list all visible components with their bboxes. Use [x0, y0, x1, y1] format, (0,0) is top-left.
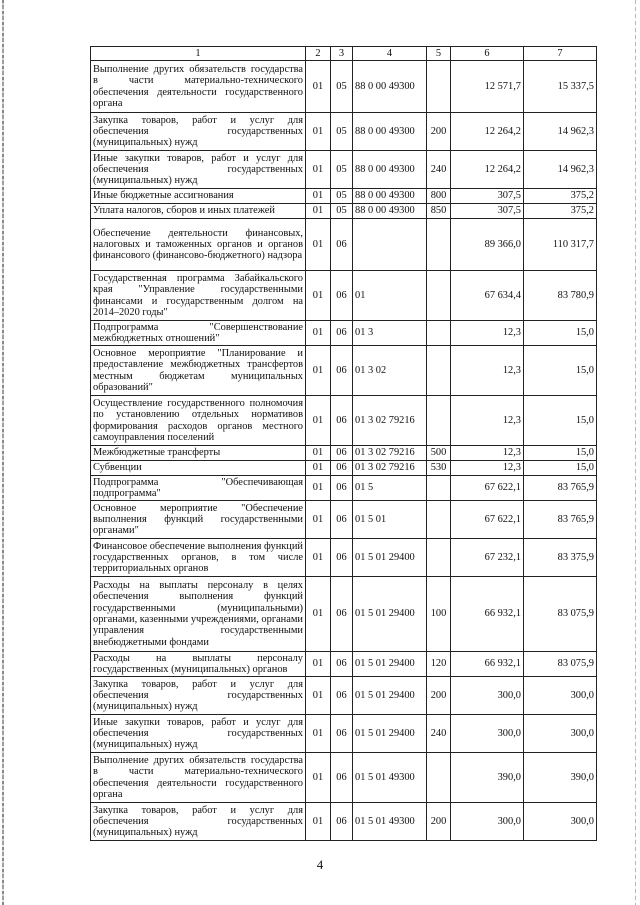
- row-name: Иные закупки товаров, работ и услуг для обеспечения государственных (муниципальных) нужд: [91, 151, 306, 189]
- row-amount-year-1: 12 571,7: [451, 61, 524, 113]
- row-name: Закупка товаров, работ и услуг для обеспечения государственных (муниципальных) нужд: [91, 113, 306, 151]
- table-row: [91, 539, 597, 577]
- row-expense-type: 100: [427, 577, 451, 652]
- header-col-4: 4: [353, 47, 427, 61]
- row-amount-year-2: 390,0: [524, 753, 597, 803]
- header-col-2: 2: [306, 47, 331, 61]
- row-target-article: 01 5 01 29400: [353, 539, 427, 577]
- row-expense-type: 240: [427, 151, 451, 189]
- row-section-code: 01: [306, 61, 331, 113]
- row-subsection-code: 06: [331, 321, 353, 346]
- row-subsection-code: 05: [331, 113, 353, 151]
- row-section-code: 01: [306, 321, 331, 346]
- row-expense-type: 240: [427, 715, 451, 753]
- row-amount-year-1: 390,0: [451, 753, 524, 803]
- row-amount-year-1: 307,5: [451, 189, 524, 204]
- table-row: [91, 321, 597, 346]
- row-target-article: 01 3 02: [353, 346, 427, 396]
- row-target-article: 88 0 00 49300: [353, 204, 427, 219]
- row-name: Обеспечение деятельности финансовых, налоговых и таможенных органов и органов финансового (финансово-бюджетного) надзора: [91, 219, 306, 271]
- row-amount-year-2: 15,0: [524, 396, 597, 446]
- row-section-code: 01: [306, 446, 331, 461]
- row-section-code: 01: [306, 501, 331, 539]
- row-amount-year-2: 375,2: [524, 189, 597, 204]
- row-name: Иные закупки товаров, работ и услуг для обеспечения государственных (муниципальных) нужд: [91, 715, 306, 753]
- row-subsection-code: 06: [331, 396, 353, 446]
- header-row: [91, 47, 597, 61]
- row-target-article: 01 5 01 29400: [353, 577, 427, 652]
- table-row: [91, 446, 597, 461]
- row-amount-year-2: 83 780,9: [524, 271, 597, 321]
- row-expense-type: 500: [427, 446, 451, 461]
- row-subsection-code: 06: [331, 446, 353, 461]
- row-amount-year-2: 375,2: [524, 204, 597, 219]
- row-name: Финансовое обеспечение выполнения функций государственных органов, в том числе территориальных органов: [91, 539, 306, 577]
- row-section-code: 01: [306, 539, 331, 577]
- row-subsection-code: 06: [331, 677, 353, 715]
- row-expense-type: [427, 753, 451, 803]
- table-body: [91, 61, 597, 841]
- row-amount-year-2: 83 765,9: [524, 501, 597, 539]
- row-amount-year-2: 15,0: [524, 346, 597, 396]
- row-expense-type: [427, 396, 451, 446]
- row-section-code: 01: [306, 204, 331, 219]
- scan-edge-right: [635, 0, 636, 905]
- row-subsection-code: 06: [331, 715, 353, 753]
- table-row: [91, 219, 597, 271]
- row-amount-year-2: 83 075,9: [524, 652, 597, 677]
- row-target-article: 88 0 00 49300: [353, 151, 427, 189]
- table-row: [91, 189, 597, 204]
- table-row: [91, 396, 597, 446]
- row-subsection-code: 06: [331, 803, 353, 841]
- row-target-article: 01 5 01 29400: [353, 715, 427, 753]
- row-amount-year-1: 300,0: [451, 677, 524, 715]
- row-section-code: 01: [306, 715, 331, 753]
- row-amount-year-2: 15,0: [524, 446, 597, 461]
- table-row: [91, 577, 597, 652]
- row-name: Субвенции: [91, 461, 306, 476]
- row-amount-year-1: 12,3: [451, 461, 524, 476]
- row-subsection-code: 05: [331, 189, 353, 204]
- row-section-code: 01: [306, 577, 331, 652]
- table-row: [91, 151, 597, 189]
- table-row: [91, 753, 597, 803]
- row-name: Осуществление государственного полномочия по установлению отдельных нормативов формирования расходов органов местного самоуправления поселений: [91, 396, 306, 446]
- row-amount-year-2: 300,0: [524, 677, 597, 715]
- row-subsection-code: 06: [331, 501, 353, 539]
- row-amount-year-1: 12,3: [451, 446, 524, 461]
- table-row: [91, 271, 597, 321]
- row-section-code: 01: [306, 476, 331, 501]
- scan-edge-left: [2, 0, 4, 905]
- row-expense-type: [427, 271, 451, 321]
- row-expense-type: [427, 61, 451, 113]
- row-expense-type: 800: [427, 189, 451, 204]
- row-target-article: 01 5 01 49300: [353, 753, 427, 803]
- table-row: [91, 677, 597, 715]
- row-subsection-code: 06: [331, 476, 353, 501]
- row-section-code: 01: [306, 677, 331, 715]
- row-amount-year-1: 12,3: [451, 396, 524, 446]
- header-col-6: 6: [451, 47, 524, 61]
- row-amount-year-1: 12,3: [451, 346, 524, 396]
- row-section-code: 01: [306, 461, 331, 476]
- row-name: Закупка товаров, работ и услуг для обеспечения государственных (муниципальных) нужд: [91, 803, 306, 841]
- row-target-article: 01 3: [353, 321, 427, 346]
- row-target-article: 01 3 02 79216: [353, 446, 427, 461]
- table-header: [91, 47, 597, 61]
- row-amount-year-2: 83 765,9: [524, 476, 597, 501]
- row-subsection-code: 05: [331, 151, 353, 189]
- header-col-5: 5: [427, 47, 451, 61]
- row-expense-type: 120: [427, 652, 451, 677]
- header-col-1: 1: [91, 47, 306, 61]
- table-row: [91, 61, 597, 113]
- row-name: Закупка товаров, работ и услуг для обеспечения государственных (муниципальных) нужд: [91, 677, 306, 715]
- row-section-code: 01: [306, 753, 331, 803]
- row-name: Межбюджетные трансферты: [91, 446, 306, 461]
- page-number: 4: [316, 857, 324, 872]
- row-expense-type: [427, 219, 451, 271]
- row-amount-year-1: 66 932,1: [451, 577, 524, 652]
- budget-table: [90, 46, 597, 841]
- row-amount-year-2: 15,0: [524, 461, 597, 476]
- row-name: Уплата налогов, сборов и иных платежей: [91, 204, 306, 219]
- row-name: Основное мероприятие "Обеспечение выполнения функций государственными органами": [91, 501, 306, 539]
- row-name: Основное мероприятие "Планирование и предоставление межбюджетных трансфертов местным бюджетам муниципальных образований": [91, 346, 306, 396]
- row-amount-year-1: 307,5: [451, 204, 524, 219]
- row-target-article: 01 5 01 49300: [353, 803, 427, 841]
- header-col-7: 7: [524, 47, 597, 61]
- row-name: Расходы на выплаты персоналу государственных (муниципальных) органов: [91, 652, 306, 677]
- row-section-code: 01: [306, 396, 331, 446]
- row-amount-year-1: 300,0: [451, 803, 524, 841]
- row-expense-type: [427, 539, 451, 577]
- row-subsection-code: 06: [331, 652, 353, 677]
- row-amount-year-1: 67 622,1: [451, 476, 524, 501]
- row-amount-year-1: 89 366,0: [451, 219, 524, 271]
- row-name: Расходы на выплаты персоналу в целях обеспечения выполнения функций государственными (муниципальными) органами, казенными учреждениями, органами управления государственными внебюджетными фондами: [91, 577, 306, 652]
- row-target-article: 01 3 02 79216: [353, 396, 427, 446]
- row-target-article: 01 5 01 29400: [353, 652, 427, 677]
- row-expense-type: [427, 476, 451, 501]
- row-expense-type: [427, 346, 451, 396]
- row-amount-year-2: 83 375,9: [524, 539, 597, 577]
- row-name: Подпрограмма "Обеспечивающая подпрограмма": [91, 476, 306, 501]
- table-row: [91, 204, 597, 219]
- row-amount-year-2: 15,0: [524, 321, 597, 346]
- row-amount-year-1: 12 264,2: [451, 151, 524, 189]
- row-amount-year-2: 300,0: [524, 715, 597, 753]
- table-row: [91, 476, 597, 501]
- row-amount-year-2: 300,0: [524, 803, 597, 841]
- row-expense-type: 530: [427, 461, 451, 476]
- row-amount-year-1: 66 932,1: [451, 652, 524, 677]
- row-target-article: 01: [353, 271, 427, 321]
- row-section-code: 01: [306, 346, 331, 396]
- row-subsection-code: 06: [331, 271, 353, 321]
- row-name: Подпрограмма "Совершенствование межбюджетных отношений": [91, 321, 306, 346]
- table-row: [91, 501, 597, 539]
- row-section-code: 01: [306, 151, 331, 189]
- row-amount-year-2: 15 337,5: [524, 61, 597, 113]
- row-section-code: 01: [306, 189, 331, 204]
- row-amount-year-1: 67 622,1: [451, 501, 524, 539]
- row-subsection-code: 06: [331, 753, 353, 803]
- row-subsection-code: 06: [331, 577, 353, 652]
- row-expense-type: [427, 501, 451, 539]
- row-amount-year-1: 67 232,1: [451, 539, 524, 577]
- row-subsection-code: 06: [331, 346, 353, 396]
- row-expense-type: 200: [427, 113, 451, 151]
- row-target-article: 88 0 00 49300: [353, 189, 427, 204]
- row-subsection-code: 06: [331, 461, 353, 476]
- row-target-article: 01 5 01 29400: [353, 677, 427, 715]
- header-col-3: 3: [331, 47, 353, 61]
- row-name: Выполнение других обязательств государства в части материально-технического обеспечения деятельности государственного органа: [91, 753, 306, 803]
- row-expense-type: [427, 321, 451, 346]
- row-section-code: 01: [306, 271, 331, 321]
- row-name: Государственная программа Забайкальского края "Управление государственными финансами и государственным долгом на 2014–2020 годы": [91, 271, 306, 321]
- row-section-code: 01: [306, 219, 331, 271]
- table-row: [91, 652, 597, 677]
- row-name: Выполнение других обязательств государства в части материально-технического обеспечения деятельности государственного органа: [91, 61, 306, 113]
- row-amount-year-2: 14 962,3: [524, 151, 597, 189]
- table-row: [91, 461, 597, 476]
- row-expense-type: 200: [427, 677, 451, 715]
- row-amount-year-1: 300,0: [451, 715, 524, 753]
- row-subsection-code: 05: [331, 61, 353, 113]
- row-amount-year-1: 67 634,4: [451, 271, 524, 321]
- row-section-code: 01: [306, 803, 331, 841]
- row-target-article: 01 5 01: [353, 501, 427, 539]
- row-target-article: 01 3 02 79216: [353, 461, 427, 476]
- row-subsection-code: 06: [331, 539, 353, 577]
- row-amount-year-1: 12,3: [451, 321, 524, 346]
- row-target-article: [353, 219, 427, 271]
- table-row: [91, 113, 597, 151]
- row-amount-year-1: 12 264,2: [451, 113, 524, 151]
- row-subsection-code: 05: [331, 204, 353, 219]
- row-amount-year-2: 83 075,9: [524, 577, 597, 652]
- table-row: [91, 346, 597, 396]
- row-amount-year-2: 110 317,7: [524, 219, 597, 271]
- row-expense-type: 850: [427, 204, 451, 219]
- row-expense-type: 200: [427, 803, 451, 841]
- row-target-article: 88 0 00 49300: [353, 113, 427, 151]
- row-section-code: 01: [306, 652, 331, 677]
- table-row: [91, 715, 597, 753]
- row-amount-year-2: 14 962,3: [524, 113, 597, 151]
- table-row: [91, 803, 597, 841]
- row-name: Иные бюджетные ассигнования: [91, 189, 306, 204]
- row-target-article: 01 5: [353, 476, 427, 501]
- row-section-code: 01: [306, 113, 331, 151]
- row-target-article: 88 0 00 49300: [353, 61, 427, 113]
- row-subsection-code: 06: [331, 219, 353, 271]
